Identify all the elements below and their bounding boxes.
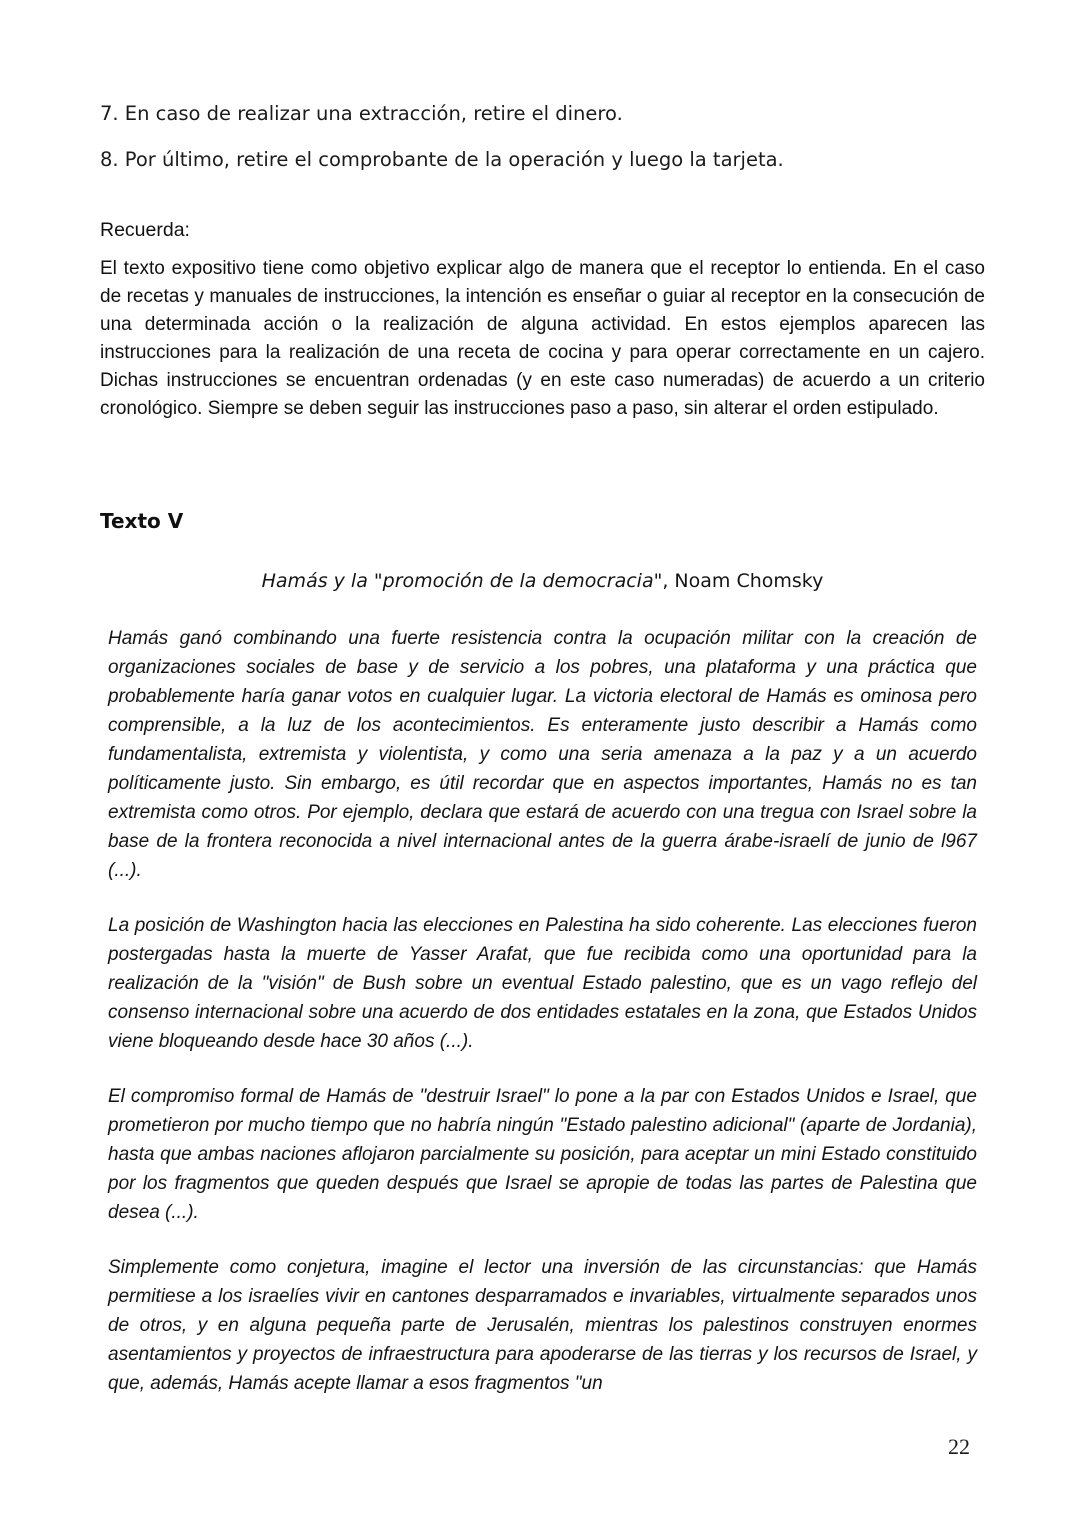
- texto-v-title-work: Hamás y la "promoción de la democracia": [261, 570, 663, 592]
- instruction-step-8: 8. Por último, retire el comprobante de la operación y luego la tarjeta.: [100, 148, 784, 171]
- texto-v-heading: Texto V: [100, 509, 184, 533]
- recuerda-body: El texto expositivo tiene como objetivo explicar algo de manera que el receptor lo entienda. En el caso de recetas y manuales de instrucciones, la intención es enseñar o guiar al receptor en la consecución de una determinada acción o la realización de alguna actividad. En estos ejemplos aparecen las instrucciones para la realización de una receta de cocina y para operar correctamente en un cajero. Dichas instrucciones se encuentran ordenadas (y en este caso numeradas) de acuerdo a un criterio cronológico. Siempre se deben seguir las instrucciones paso a paso, sin alterar el orden estipulado.: [100, 258, 985, 419]
- texto-v-paragraph-4: Simplemente como conjetura, imagine el lector una inversión de las circunstancias: que Hamás permitiese a los israelíes vivir en cantones desparramados e invariables, virtualmente separados unos de otros, y en alguna pequeña parte de Jerusalén, mientras los palestinos construyen enormes asentamientos y proyectos de infraestructura para apoderarse de las tierras y los recursos de Israel, y que, además, Hamás acepte llamar a esos fragmentos "un: [108, 1257, 977, 1394]
- page-number: 22: [948, 1434, 970, 1459]
- texto-v-paragraph-3: El compromiso formal de Hamás de "destruir Israel" lo pone a la par con Estados Unidos e Israel, que prometieron por mucho tiempo que no habría ningún "Estado palestino adicional" (aparte de Jordania), hasta que ambas naciones aflojaron parcialmente su posición, para aceptar un mini Estado constituido por los fragmentos que queden después que Israel se apropie de todas las partes de Palestina que desea (...).: [108, 1086, 977, 1223]
- texto-v-paragraph-2: La posición de Washington hacia las elecciones en Palestina ha sido coherente. Las elecciones fueron postergadas hasta la muerte de Yasser Arafat, que fue recibida como una oportunidad para la realización de la "visión" de Bush sobre un eventual Estado palestino, que es un vago reflejo del consenso internacional sobre una acuerdo de dos entidades estatales en la zona, que Estados Unidos viene bloqueando desde hace 30 años (...).: [108, 915, 977, 1052]
- texto-v-paragraph-1: Hamás ganó combinando una fuerte resistencia contra la ocupación militar con la creación de organizaciones sociales de base y de servicio a los pobres, una plataforma y una práctica que probablemente haría ganar votos en cualquier lugar. La victoria electoral de Hamás es ominosa pero comprensible, a la luz de los acontecimientos. Es enteramente justo describir a Hamás como fundamentalista, extremista y violentista, y como una seria amenaza a la paz y a un acuerdo políticamente justo. Sin embargo, es útil recordar que en aspectos importantes, Hamás no es tan extremista como otros. Por ejemplo, declara que estará de acuerdo con una tregua con Israel sobre la base de la frontera reconocida a nivel internacional antes de la guerra árabe-israelí de junio de l967 (...).: [108, 628, 977, 881]
- texto-v-title: [100, 569, 985, 593]
- instruction-step-7: 7. En caso de realizar una extracción, retire el dinero.: [100, 102, 623, 125]
- texto-v-title-author: , Noam Chomsky: [662, 570, 824, 592]
- recuerda-heading: Recuerda:: [100, 219, 190, 241]
